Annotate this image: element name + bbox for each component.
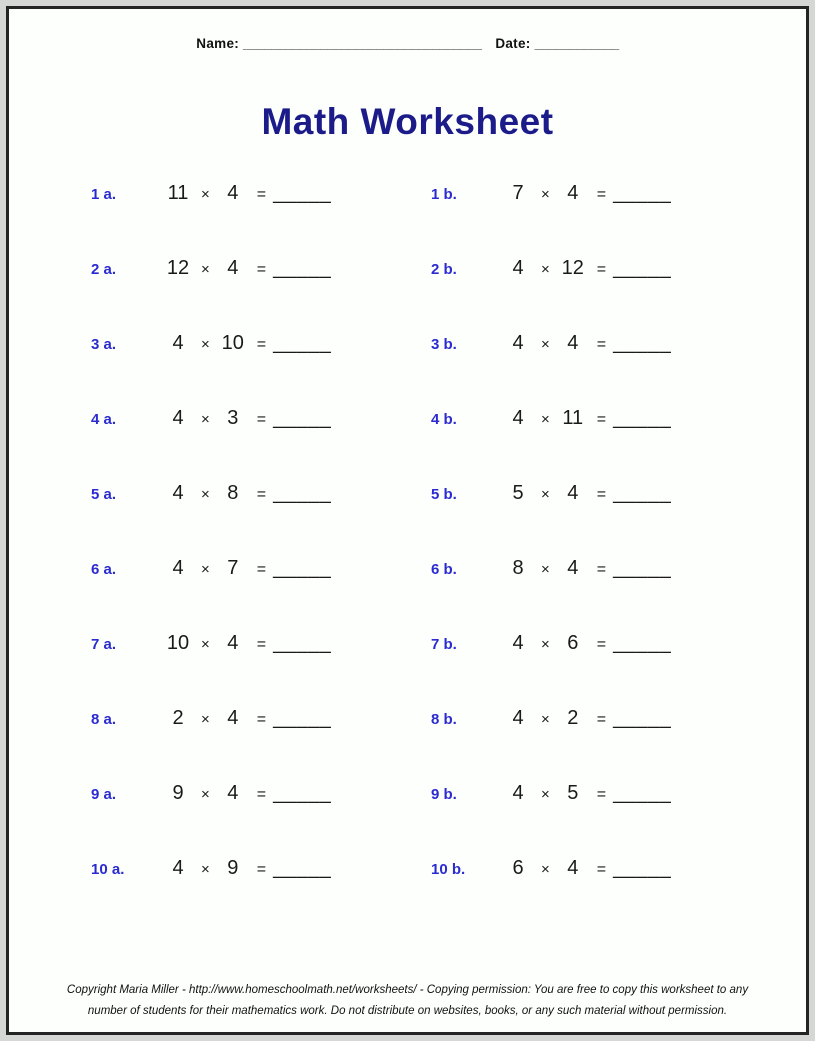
problem-number: 4 b. bbox=[431, 411, 457, 428]
answer-blank: _____ bbox=[613, 857, 672, 879]
factor-2: 4 bbox=[227, 782, 239, 804]
factor-2: 6 bbox=[567, 632, 579, 654]
problem-number: 2 b. bbox=[431, 261, 457, 278]
answer-blank: _____ bbox=[273, 332, 332, 354]
problem-a bbox=[91, 257, 431, 280]
factor-2: 5 bbox=[567, 782, 579, 804]
problem-number: 6 b. bbox=[431, 561, 457, 578]
times-sign: × bbox=[541, 336, 550, 353]
problem-number: 6 a. bbox=[91, 561, 117, 578]
times-sign: × bbox=[541, 711, 550, 728]
equals-sign: = bbox=[256, 711, 267, 728]
times-sign: × bbox=[201, 336, 210, 353]
factor-1: 4 bbox=[512, 407, 524, 429]
problem-a bbox=[91, 707, 431, 730]
factor-2: 4 bbox=[567, 857, 579, 879]
equals-sign: = bbox=[596, 711, 607, 728]
factor-2: 4 bbox=[567, 482, 579, 504]
equals-sign: = bbox=[256, 261, 267, 278]
problem-number: 4 a. bbox=[91, 411, 117, 428]
problem-number: 10 a. bbox=[91, 861, 125, 878]
problem-number: 1 a. bbox=[91, 186, 117, 203]
factor-1: 4 bbox=[512, 257, 524, 279]
equals-sign: = bbox=[256, 786, 267, 803]
answer-blank: _____ bbox=[273, 407, 332, 429]
factor-1: 11 bbox=[167, 182, 189, 204]
factor-1: 4 bbox=[172, 332, 184, 354]
problem-a bbox=[91, 407, 431, 430]
problem-number: 5 b. bbox=[431, 486, 457, 503]
answer-blank: _____ bbox=[613, 632, 672, 654]
factor-1: 2 bbox=[172, 707, 184, 729]
times-sign: × bbox=[201, 636, 210, 653]
times-sign: × bbox=[201, 861, 210, 878]
factor-2: 8 bbox=[227, 482, 239, 504]
factor-2: 7 bbox=[227, 557, 239, 579]
answer-blank: _____ bbox=[613, 257, 672, 279]
factor-1: 10 bbox=[166, 632, 190, 654]
factor-2: 4 bbox=[567, 182, 579, 204]
header bbox=[9, 36, 806, 51]
equals-sign: = bbox=[596, 486, 607, 503]
factor-1: 4 bbox=[172, 857, 184, 879]
factor-2: 11 bbox=[562, 407, 584, 429]
problem-number: 5 a. bbox=[91, 486, 117, 503]
problem-number: 9 a. bbox=[91, 786, 117, 803]
answer-blank: _____ bbox=[273, 557, 332, 579]
answer-blank: _____ bbox=[273, 857, 332, 879]
worksheet-page bbox=[6, 6, 809, 1035]
problem-b bbox=[431, 332, 806, 355]
equals-sign: = bbox=[596, 636, 607, 653]
factor-1: 4 bbox=[512, 707, 524, 729]
factor-2: 4 bbox=[227, 257, 239, 279]
factor-2: 12 bbox=[561, 257, 584, 279]
problem-b bbox=[431, 407, 806, 430]
factor-1: 9 bbox=[172, 782, 184, 804]
equals-sign: = bbox=[596, 786, 607, 803]
factor-1: 8 bbox=[512, 557, 524, 579]
problem-number: 3 b. bbox=[431, 336, 457, 353]
factor-2: 4 bbox=[227, 632, 239, 654]
answer-blank: _____ bbox=[613, 707, 672, 729]
times-sign: × bbox=[541, 786, 550, 803]
answer-blank: _____ bbox=[273, 632, 332, 654]
problem-number: 8 b. bbox=[431, 711, 457, 728]
equals-sign: = bbox=[256, 561, 267, 578]
problem-b bbox=[431, 707, 806, 730]
equals-sign: = bbox=[596, 411, 607, 428]
footer-copyright-line: Copyright Maria Miller - http://www.homeschoolmath.net/worksheets/ - Copying permission: You are free to copy this worksheet to any bbox=[66, 984, 749, 996]
problem-number: 7 b. bbox=[431, 636, 457, 653]
problem-number: 8 a. bbox=[91, 711, 117, 728]
times-sign: × bbox=[541, 486, 550, 503]
times-sign: × bbox=[201, 261, 210, 278]
footer-permission-line: number of students for their mathematics work. Do not distribute on websites, books, or any such material without permission. bbox=[87, 1005, 728, 1017]
problem-a bbox=[91, 782, 431, 805]
answer-blank: _____ bbox=[273, 182, 332, 204]
problem-a bbox=[91, 182, 431, 205]
equals-sign: = bbox=[596, 186, 607, 203]
answer-blank: _____ bbox=[273, 482, 332, 504]
footer bbox=[9, 980, 806, 1022]
times-sign: × bbox=[541, 561, 550, 578]
problem-number: 1 b. bbox=[431, 186, 457, 203]
problem-b bbox=[431, 482, 806, 505]
times-sign: × bbox=[201, 411, 210, 428]
times-sign: × bbox=[541, 411, 550, 428]
factor-2: 4 bbox=[567, 332, 579, 354]
answer-blank: _____ bbox=[273, 707, 332, 729]
equals-sign: = bbox=[596, 861, 607, 878]
problem-number: 10 b. bbox=[431, 861, 466, 878]
factor-1: 4 bbox=[172, 482, 184, 504]
equals-sign: = bbox=[256, 336, 267, 353]
factor-2: 4 bbox=[567, 557, 579, 579]
factor-2: 4 bbox=[227, 707, 239, 729]
date-blank-line: ____________ bbox=[534, 36, 619, 51]
equals-sign: = bbox=[596, 261, 607, 278]
problem-a bbox=[91, 857, 431, 880]
factor-1: 4 bbox=[172, 557, 184, 579]
factor-2: 10 bbox=[221, 332, 244, 354]
name-blank-line: __________________________________ bbox=[243, 36, 482, 51]
times-sign: × bbox=[201, 786, 210, 803]
name-label: Name: bbox=[196, 36, 240, 51]
answer-blank: _____ bbox=[613, 782, 672, 804]
factor-1: 12 bbox=[166, 257, 190, 279]
times-sign: × bbox=[201, 186, 210, 203]
factor-2: 3 bbox=[227, 407, 239, 429]
problem-b bbox=[431, 857, 806, 880]
problem-number: 2 a. bbox=[91, 261, 117, 278]
problem-number: 7 a. bbox=[91, 636, 117, 653]
problem-b bbox=[431, 182, 806, 205]
problem-a bbox=[91, 632, 431, 655]
equals-sign: = bbox=[256, 411, 267, 428]
answer-blank: _____ bbox=[613, 332, 672, 354]
times-sign: × bbox=[541, 186, 550, 203]
times-sign: × bbox=[201, 711, 210, 728]
times-sign: × bbox=[541, 861, 550, 878]
factor-1: 4 bbox=[512, 782, 524, 804]
problem-number: 3 a. bbox=[91, 336, 117, 353]
answer-blank: _____ bbox=[273, 257, 332, 279]
equals-sign: = bbox=[256, 186, 267, 203]
answer-blank: _____ bbox=[613, 557, 672, 579]
equals-sign: = bbox=[596, 336, 607, 353]
factor-1: 5 bbox=[512, 482, 524, 504]
times-sign: × bbox=[201, 561, 210, 578]
factor-2: 2 bbox=[567, 707, 579, 729]
answer-blank: _____ bbox=[613, 407, 672, 429]
problem-b bbox=[431, 632, 806, 655]
answer-blank: _____ bbox=[613, 482, 672, 504]
equals-sign: = bbox=[256, 636, 267, 653]
times-sign: × bbox=[541, 261, 550, 278]
equals-sign: = bbox=[256, 861, 267, 878]
factor-1: 4 bbox=[512, 332, 524, 354]
factor-2: 9 bbox=[227, 857, 239, 879]
equals-sign: = bbox=[256, 486, 267, 503]
problem-b bbox=[431, 257, 806, 280]
factor-2: 4 bbox=[227, 182, 239, 204]
answer-blank: _____ bbox=[613, 182, 672, 204]
problems-grid bbox=[91, 156, 806, 906]
factor-1: 7 bbox=[512, 182, 524, 204]
times-sign: × bbox=[201, 486, 210, 503]
times-sign: × bbox=[541, 636, 550, 653]
problem-a bbox=[91, 557, 431, 580]
answer-blank: _____ bbox=[273, 782, 332, 804]
problem-a bbox=[91, 482, 431, 505]
page-title: Math Worksheet bbox=[261, 101, 554, 142]
factor-1: 4 bbox=[512, 632, 524, 654]
factor-1: 4 bbox=[172, 407, 184, 429]
equals-sign: = bbox=[596, 561, 607, 578]
problem-b bbox=[431, 557, 806, 580]
date-label: Date: bbox=[495, 36, 531, 51]
problem-number: 9 b. bbox=[431, 786, 457, 803]
factor-1: 6 bbox=[512, 857, 524, 879]
problem-a bbox=[91, 332, 431, 355]
problem-b bbox=[431, 782, 806, 805]
